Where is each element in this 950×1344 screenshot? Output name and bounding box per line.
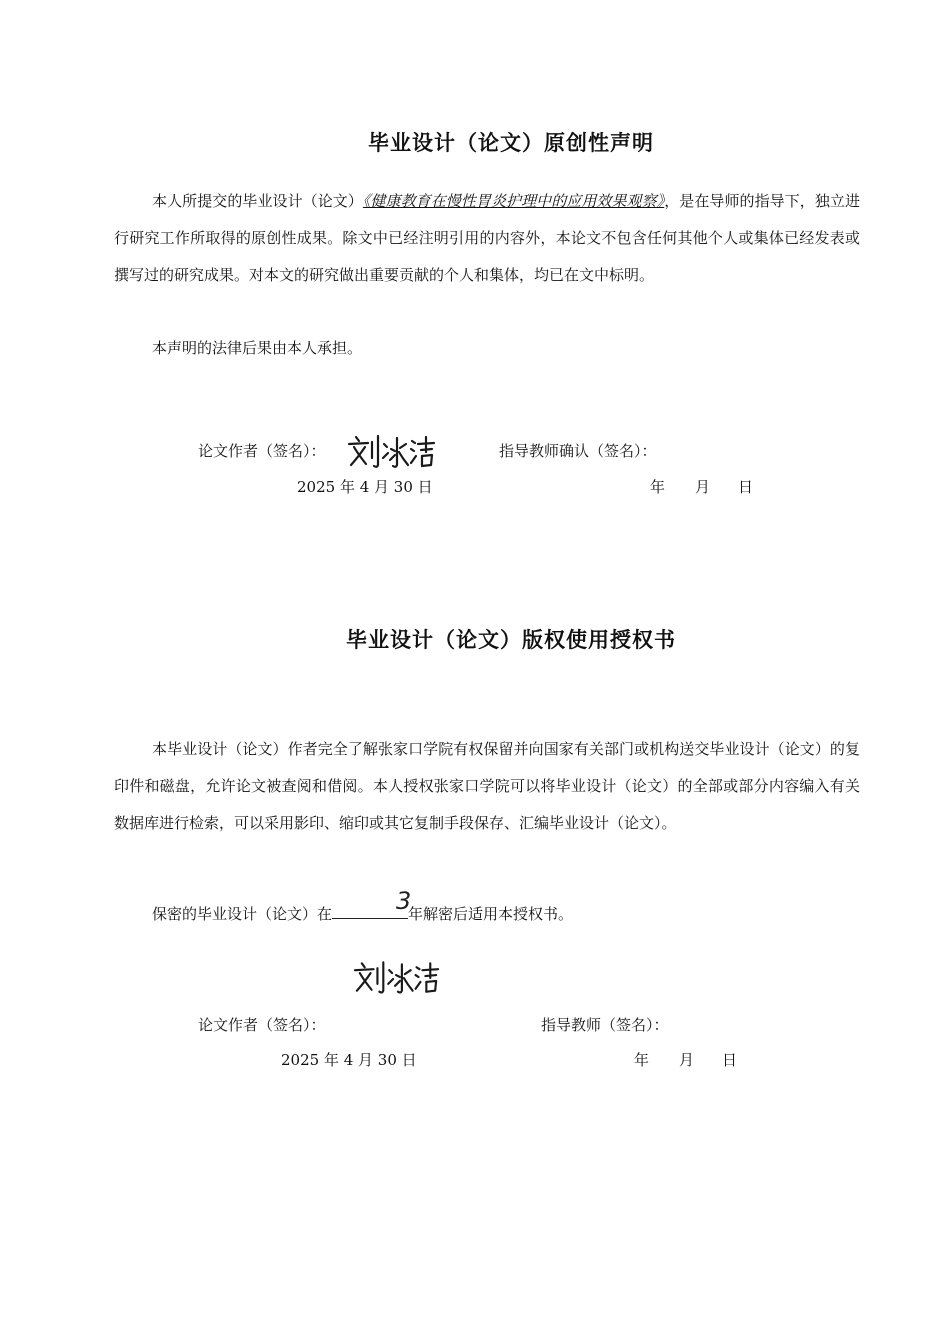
authorization-secret-clause — [114, 887, 860, 933]
declaration-advisor-label: 指导教师确认（签名）： — [499, 442, 657, 460]
declaration-author-date: 2025 年 4 月 30 日 — [297, 478, 433, 496]
declaration-para1-suffix: ，是在导师的指导下，独立进行研究工作所取得的原创性成果。除文中已经注明引用的内容外，本论文不包含任何其他个人或集体已经发表或撰写过的研究成果。对本文的研究做出重要贡献的个人和集体，均已在文中标明。 — [114, 192, 860, 284]
declaration-advisor-year: 年 — [650, 478, 666, 496]
authorization-paragraph: 本毕业设计（论文）作者完全了解张家口学院有权保留并向国家有关部门或机构送交毕业设计（论文）的复印件和磁盘，允许论文被查阅和借阅。本人授权张家口学院可以将毕业设计（论文）的全部或部分内容编入有关数据库进行检索，可以采用影印、缩印或其它复制手段保存、汇编毕业设计（论文）。 — [114, 740, 860, 832]
authorization-author-date: 2025 年 4 月 30 日 — [281, 1051, 417, 1069]
authorization-advisor-year: 年 — [634, 1051, 650, 1069]
declaration-advisor-month: 月 — [695, 478, 711, 496]
declaration-paragraph — [114, 183, 860, 294]
declaration-author-label: 论文作者（签名）： — [198, 442, 326, 460]
declaration-advisor-day: 日 — [738, 478, 754, 496]
authorization-title: 毕业设计（论文）版权使用授权书 — [346, 628, 676, 652]
declaration-title: 毕业设计（论文）原创性声明 — [368, 131, 654, 155]
secret-suffix: 年解密后适用本授权书。 — [408, 905, 574, 923]
authorization-advisor-day: 日 — [722, 1051, 738, 1069]
secret-prefix: 保密的毕业设计（论文）在 — [152, 905, 333, 923]
declaration-advisor-date — [650, 477, 753, 497]
thesis-title: 《健康教育在慢性胃炎护理中的应用效果观察》 — [362, 192, 665, 210]
declaration-legal-statement: 本声明的法律后果由本人承担。 — [152, 339, 363, 357]
authorization-advisor-date — [634, 1050, 737, 1070]
authorization-advisor-label: 指导教师（签名）： — [541, 1016, 669, 1034]
secret-years-value: 3 — [396, 887, 412, 915]
authorization-author-signature — [352, 958, 442, 998]
declaration-author-signature — [346, 432, 438, 472]
authorization-advisor-month: 月 — [679, 1051, 695, 1069]
declaration-para1-prefix: 本人所提交的毕业设计（论文） — [152, 192, 363, 210]
authorization-author-label: 论文作者（签名）： — [198, 1016, 326, 1034]
secret-years-blank — [332, 887, 412, 919]
